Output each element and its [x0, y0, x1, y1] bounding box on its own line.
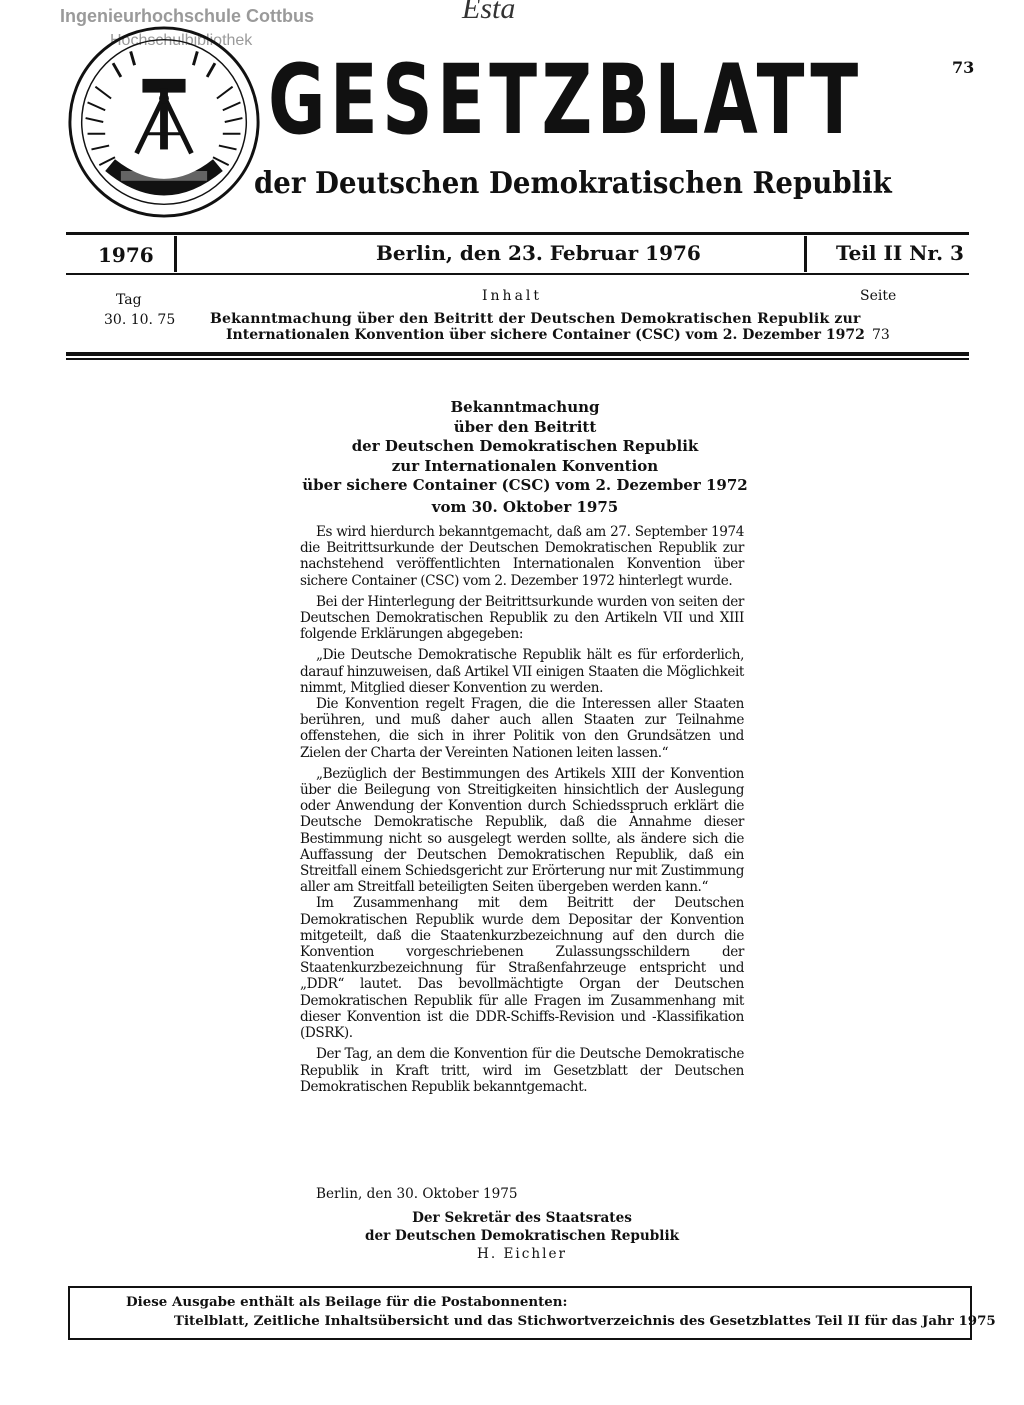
subscriber-notice-box [68, 1286, 996, 1340]
publication-subtitle: der Deutschen Demokratischen Republik [254, 166, 892, 201]
article-heading-line: der Deutschen Demokratischen Republik [351, 437, 699, 455]
article-heading-line: zur Internationalen Konvention [391, 456, 659, 475]
contents-entry-date: 30. 10. 75 [104, 312, 176, 328]
library-stamp-line2: Hochschulbibliothek [110, 32, 253, 49]
subscriber-notice-line2: Titelblatt, Zeitliche Inhaltsübersicht und das Stichwortverzeichnis des Gesetzblattes Teil II für das Jahr 1975 [174, 1313, 996, 1329]
article-heading-line: über sichere Container (CSC) vom 2. Dezember 1972 [302, 476, 748, 494]
contents-rule-heavy [66, 352, 969, 356]
signature-institution: der Deutschen Demokratischen Republik [364, 1228, 680, 1244]
contents-col-page: Seite [860, 288, 897, 304]
contents-entry-title-line1: Bekanntmachung über den Beitritt der Deutschen Demokratischen Republik zur [210, 311, 861, 327]
issue-place-date: Berlin, den 23. Februar 1976 [376, 241, 701, 265]
article-paragraph: Im Zusammenhang mit dem Beitritt der Deutschen Demokratischen Republik wurde dem Depositar der Konvention mitgeteilt, daß die Staatenkurzbezeichnung auf den durch die Konvention vorgeschriebenen Zulassungsschildern der Staatenkurzbezeichnung für Straßenfahrzeuge entspricht und „DDR“ lautet. Das bevollmächtigte Organ der Deutschen Demokratischen Republik für alle Fragen im Zusammenhang mit dieser Konvention ist die DDR-Schiffs-Revision und -Klassifikation (DSRK). [300, 895, 744, 1042]
contents-entry-page: 73 [872, 327, 890, 343]
contents-rule-thin [66, 358, 969, 360]
publication-title: GESETZBLATT [268, 44, 863, 156]
article-paragraph: „Die Deutsche Demokratische Republik hält es für erforderlich, darauf hinzuweisen, daß Artikel VII einigen Staaten die Möglichkeit nimmt, Mitglied dieser Konvention zu werden. [300, 647, 744, 696]
signature-block [300, 1209, 744, 1263]
subscriber-notice-line1: Diese Ausgabe enthält als Beilage für die Postabonnenten: [126, 1294, 568, 1310]
contents-col-title: Inhalt [482, 288, 543, 304]
article-heading-line: Bekanntmachung [450, 398, 600, 416]
info-bar-top-rule [66, 232, 969, 235]
issue-year: 1976 [98, 243, 154, 267]
library-stamp-line1: Ingenieurhochschule Cottbus [60, 6, 315, 26]
contents-entry-title-line2: Internationalen Konvention über sichere Container (CSC) vom 2. Dezember 1972 [226, 327, 865, 343]
state-emblem-icon [66, 24, 262, 220]
signatory-name: H. Eichler [476, 1246, 568, 1262]
info-bar-divider-right [804, 236, 807, 272]
signature-title: Der Sekretär des Staatsrates [412, 1210, 632, 1226]
article-paragraph: Der Tag, an dem die Konvention für die Deutsche Demokratische Republik in Kraft tritt, wird im Gesetzblatt der Deutschen Demokratischen Republik bekanntgemacht. [300, 1046, 744, 1095]
article-paragraph: Bei der Hinterlegung der Beitrittsurkunde wurden von seiten der Deutschen Demokratischen Republik zu den Artikeln VII und XIII folgende Erklärungen abgegeben: [300, 593, 744, 643]
article-body [300, 524, 744, 1100]
signing-place-date: Berlin, den 30. Oktober 1975 [316, 1186, 518, 1202]
issue-part-number: Teil II Nr. 3 [836, 241, 964, 265]
article-heading-line: über den Beitritt [453, 417, 597, 436]
article-paragraph: Es wird hierdurch bekanntgemacht, daß am 27. September 1974 die Beitrittsurkunde der Deutschen Demokratischen Republik zur nachstehend veröffentlichten Internationalen Konvention über sichere Container (CSC) vom 2. Dezember 1972 hinterlegt wurde. [300, 524, 744, 589]
article-paragraph: Die Konvention regelt Fragen, die die Interessen aller Staaten berühren, und muß daher auch allen Staaten zur Teilnahme offenstehen, die sich in ihrer Politik von den Grundsätzen und Zielen der Charta der Vereinten Nationen leiten lassen.“ [300, 696, 744, 761]
handwritten-note: Esta [462, 0, 516, 25]
article-date-line: vom 30. Oktober 1975 [431, 498, 619, 516]
article-heading [260, 398, 790, 496]
info-bar-divider-left [174, 236, 177, 272]
contents-col-day: Tag [116, 292, 142, 308]
info-bar-bottom-rule [66, 273, 969, 275]
page-number: 73 [952, 58, 975, 77]
article-paragraph: „Bezüglich der Bestimmungen des Artikels XIII der Konvention über die Beilegung von Streitigkeiten hinsichtlich der Auslegung oder Anwendung der Konvention durch Schiedsspruch erklärt die Deutsche Demokratische Republik, daß die Annahme dieser Bestimmung nicht so ausgelegt werden sollte, als ändere sich die Auffassung der Deutschen Demokratischen Republik, daß ein Streitfall einem Schiedsgericht zur Erörterung nur mit Zustimmung aller am Streitfall beteiligten Seiten übergeben werden kann.“ [300, 765, 744, 896]
